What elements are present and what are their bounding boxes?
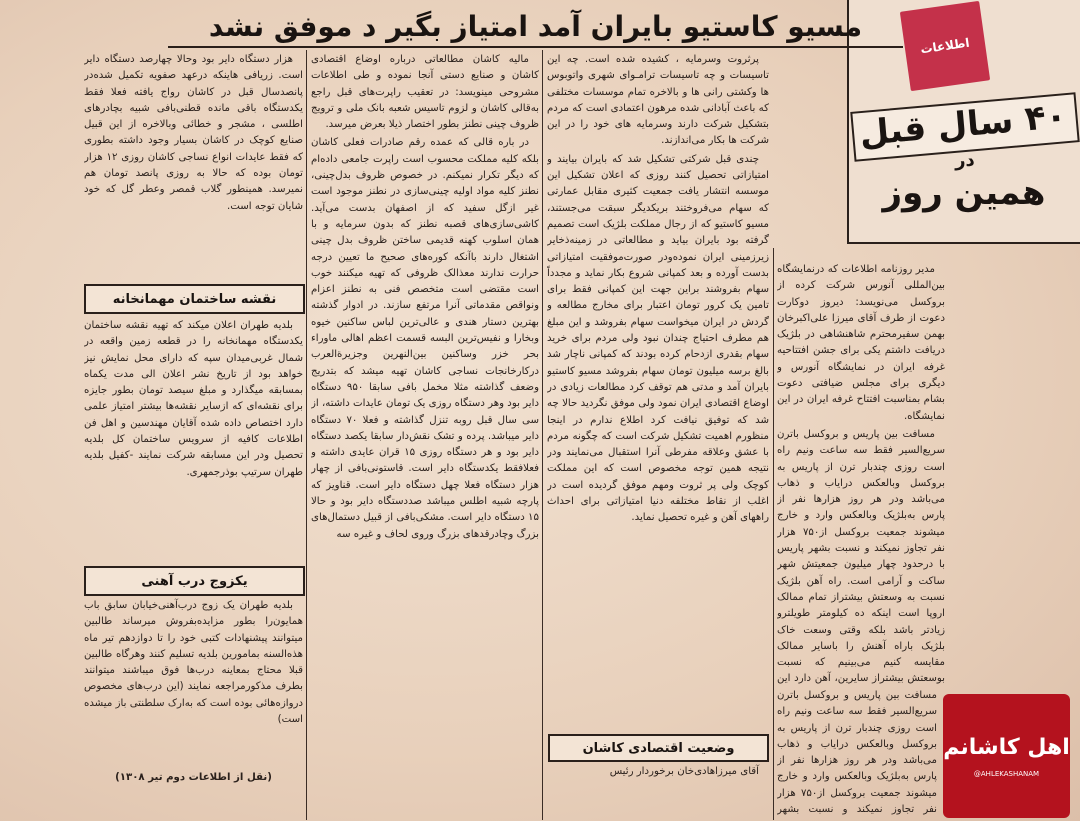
- brand-logo: [943, 694, 1070, 818]
- paragraph: در باره قالی که عمده رقم صادرات فعلی کاشان بلکه کلیه مملکت محسوب است راپرت جامعی داده‌ام که دیگر تکرار نمیکنم. در خصوص ظروف بدل‌چینی، نطنز کلیه مواد اولیه چینی‌سازی در نطنز موجود است غیر ازگل سفید که از اصفهان بدست می‌آید. کاشی‌سازی‌های قصبه نطنز که بدون سرمایه و با همان اسلوب کهنه قدیمی ساختن ظروف بدل چینی اشتغال دارند باآنکه کوره‌های صحیح ما تعیین درجه حرارت ندارند معذالک ظروفی که تهیه میکنند خوب است مقتضی است متخصص فنی به نطنز اعزام ونواقص مقدماتی آنرا مرتفع سازند. در ادوار گذشته بهترین دستار هندی و عالی‌ترین لباس ساکنین خیوه وبخارا و نفیس‌ترین البسه قسمت اعظم اهالی ماوراء بحر خزر وساکنین بین‌النهرین وجزیرة‌العرب درکارخانجات نساجی کاشان تهیه میشد که بتدریج وضعف گذاشته مثلا مخمل بافی سابقا ۹۵۰ دستگاه داير بود وهر دستگاه روزی یک تومان عایدات داشته، از سی سال قبل روبه تنزل گذاشته و فعلا ۷۰ دستگاه دایر میباشد. پرده و تشک نقش‌دار سابقا یکصد دستگاه دایر بود و هر دستگاه روزی ۱۵ قران عایدی داشته و فعلافقط یکدستگاه دایر است. قاستونی‌بافی از چهار هزار دستگاه فعلا چهل دستگاه دایر است. قناویز که پارچه شبیه اطلس میباشد صددستگاه دایر بود و حالا ۱۵ دستگاه دایر است. مشکی‌بافی از قبیل دستمال‌های بزرگ وچادرقدهای بزرگ وروی لحاف و غیره سه: [311, 137, 539, 540]
- column-right-tail: [777, 688, 937, 816]
- paragraph: مالیه کاشان مطالعاتی درباره اوضاع اقتصادی کاشان و صنایع دستی آنجا نموده و طی اطلاعات مشروحی مینویسد: در تعقیب راپرت‌های قبل راجع به‌قالی کاشان و لزوم تاسیس شعبه بانک ملی و ترویج ظروف چینی نطنز بطور اختصار ذیلا بعرض میرسد.: [311, 54, 539, 131]
- column-center-right: [547, 52, 769, 724]
- column-rule: [306, 50, 307, 820]
- column-rule: [542, 50, 543, 820]
- paragraph: بلدیه طهران یک زوج درب‌آهنی‌خیابان سابق باب همایون‌را بطور مزایده‌بفروش میرساند طالبین میتوانند پیشنهادات کتبی خود را تا دوازدهم تیر ماه هذه‌السنه بمامورین بلدیه تسلیم کنند وهرگاه طالبین قبلا محتاج بمعاینه درب‌ها فوق میباشند میتوانند بطرف مذکورمراجعه نمایند (این درب‌های مخصوص دروازه‌هائی بوده است که به‌ارک سلطنتی باز میشده است): [84, 600, 303, 726]
- stamp-text: اطلاعات: [919, 35, 971, 57]
- corner-same-day: همین روز: [882, 173, 1046, 213]
- headline: مسیو کاستیو بایران آمد امتیاز بگیر د موفق نشد: [168, 6, 903, 48]
- column-left-mid: [84, 318, 303, 562]
- paragraph: چندی قبل شرکتی تشکیل شد که بایران بیایند و امتیازاتی تحصیل کنند روزی که اعلان تشکیل این موسسه انتشار یافت جمعیت کثیری مقابل عمارتی که سهام می‌فروختند بریکدیگر سبقت می‌جستند، مسیو کاستیو که از رجال مملکت بلژیک است تصمیم گرفته بود بایران بیاید و مطالعاتی در زمینه‌ذخایر زیرزمینی ایران نموده‌ودر صورت‌موفقیت امتیازاتی بدست آورده و بعد کمپانی شروع بکار نماید و مجدداً سهام بفروشند براین جهت این کمپانی فقط برای تامین یک کرور تومان اعتبار برای مخارج مطالعه و گردش در ایران میخواست سهام بفروشد و این مبلغ هم مطرف احتیاج چندان نبود ولی مردم برای خرید سهام بقدری ازدحام کرده بودند که کمپانی ناچار شد بالغ برسه میلیون تومان سهام بفروشد مسیو کاستیو بایران آمد و مدتی هم توقف کرد مطالعات زیادی در اوضاع اقتصادی ایران نمود ولی موفق نگردید حالا چه شد که توفیق نیافت کرد اطلاع ندارم در اینجا منظورم اهمیت تشکیل شرکت است که چگونه مردم با عشق وعلاقه مفرطی آنرا استقبال می‌نمایند ودر نتیجه همین توجه مخصوص است که این مملکت کوچک ولی پر ثروت ومهم موفق گردیده است در اغلب از نقاط مختلفه دنیا امتیازاتی برای احداث راههای آهن و غیره تحصیل نماید.: [547, 153, 769, 524]
- source-note: (نقل از اطلاعات دوم تیر ۱۳۰۸): [115, 772, 272, 783]
- column-center-right-tail: [547, 764, 769, 804]
- corner-years: ۴۰ سال قبل: [857, 96, 1069, 154]
- subhead-hotel-plan: نقشه ساختمان مهمانخانه: [84, 284, 305, 314]
- subhead-kashan-economy: وضعیت اقتصادی کاشان: [548, 734, 769, 762]
- brand-handle: @AHLEKASHANAM: [973, 769, 1040, 778]
- paragraph: آقای میرزاهادی‌خان برخوردار رئیس: [609, 766, 759, 777]
- subhead-iron-door: یکزوج درب آهنی: [84, 566, 305, 596]
- column-right: [777, 262, 945, 688]
- column-rule: [773, 248, 774, 820]
- stamp-logo: [900, 1, 990, 91]
- paragraph: بلدیه طهران اعلان میکند که تهیه نقشه ساختمان یکدستگاه مهمانخانه را در قطعه زمین واقعه در شمال غربی‌میدان سپه که دارای محل نمایش نیز خواهد بود از تاریخ نشر اعلان الی مدت یکماه بمسابقه میگذارد و مبلغ سیصد تومان بطور جایزه برای نقشه‌ای که ازسایر نقشه‌ها بیشتر امتیاز علمی دارد اختصاص داده شده آقایان مهندسین و اهل فن اطلاعات کافیه از سرویس ساختمان کل بلدیه تحصیل ودر این مسابقه شرکت نمایند -کفیل بلدیه طهران سرتیپ بوذرجمهری.: [84, 320, 303, 478]
- column-left-top: [84, 52, 303, 272]
- paragraph: هزار دستگاه دایر بود وحالا چهارصد دستگاه دایر است. زریافی هاینکه درعهد صفویه تکمیل شده‌در پانصدسال قبل در کاشان رواج یافته فعلا فقط یکدستگاه باقی مانده قطنی‌بافی شبیه بچادرهای اطلسی ، مشجر و خطائی وبالاخره از این قبیل صنایع کوچک در کاشان بسیار وجود داشته بطوری که فقط عایدات انواع نساجی کاشان روزی ۱۲ هزار تومان بوده که حالا به روزی پانصد تومان هم نمیرسد. همینطور گلاب قمصر وعطر گل که خود شایان توجه است.: [84, 54, 303, 212]
- brand-name: اهل کاشانم: [943, 734, 1070, 760]
- paragraph: مسافت بین پاریس و بروکسل باترن سریع‌السیر فقط سه ساعت ونیم راه است روزی چندبار ترن از پاریس به بروکسل وبالعکس درایاب و ذهاب می‌باشد ودر هر روز هزارها نفر از پارس به‌بلژیک وبالعکس وارد و خارج میشوند جمعیت بروکسل از۷۵۰ هزار نفر تجاوز نمیکند و نسبت بشهر: [777, 690, 937, 816]
- paragraph: مسافت بین پاریس و بروکسل باترن سریع‌السیر فقط سه ساعت ونیم راه است روزی چندبار ترن از پاریس به بروکسل وبالعکس درایاب و ذهاب می‌باشد ودر هر روز هزارها نفر از پارس به‌بلژیک وبالعکس وارد و خارج میشوند جمعیت بروکسل از۷۵۰ هزار نفر تجاوز نمیکند و نسبت بشهر پاریس با درحدود چهار میلیون جمعیتش شهر ساکت و آرامی است. راه آهن بلژیک نسبت به وسعتش بیشتراز تمام ممالک اروپا است اینکه ده کیلومتر طویلترو زیادتر باشد بلکه وقتی وسعت خاک بلژیک باراه آهنش را باسایر ممالک مقایسه کنیم می‌بینیم که نسبت بوسعتش بیشتراز سایرین، آهن دارد این: [777, 428, 945, 685]
- paragraph: مدیر روزنامه اطلاعات که درنمایشگاه بین‌المللی آنورس شرکت کرده از بروکسل می‌نویسد: دیروز دوکارت دعوت از طرف آقای میرزا علی‌اکبرخان بهمن سفیرمحترم شاهنشاهی در بلژیک دریافت داشتم یکی برای جشن افتتاحیه غرفه ایران در نمایشگاه آنورس و دیگری برای مجلس ضیافتی دعوت بشام بمناسبت افتتاح غرفه ایران در این نمایشگاه.: [777, 264, 945, 422]
- corner-dar: در: [955, 150, 975, 171]
- paragraph: پرثروت وسرمایه ، کشیده شده است. چه این تاسیسات و چه تاسیسات ترامـوای شهری واتوبوس ها وکشتی رانی ها و بالاخره تمام موسسات مختلفی که باعث آبادانی شده مرهون اعتمادی است که مردم بتشکیل شرکت دارند وسرمایه های خود را در این شرکت ها بکار می‌اندازند.: [547, 54, 769, 147]
- column-left-bottom: [84, 598, 303, 768]
- column-center-left: [311, 52, 539, 818]
